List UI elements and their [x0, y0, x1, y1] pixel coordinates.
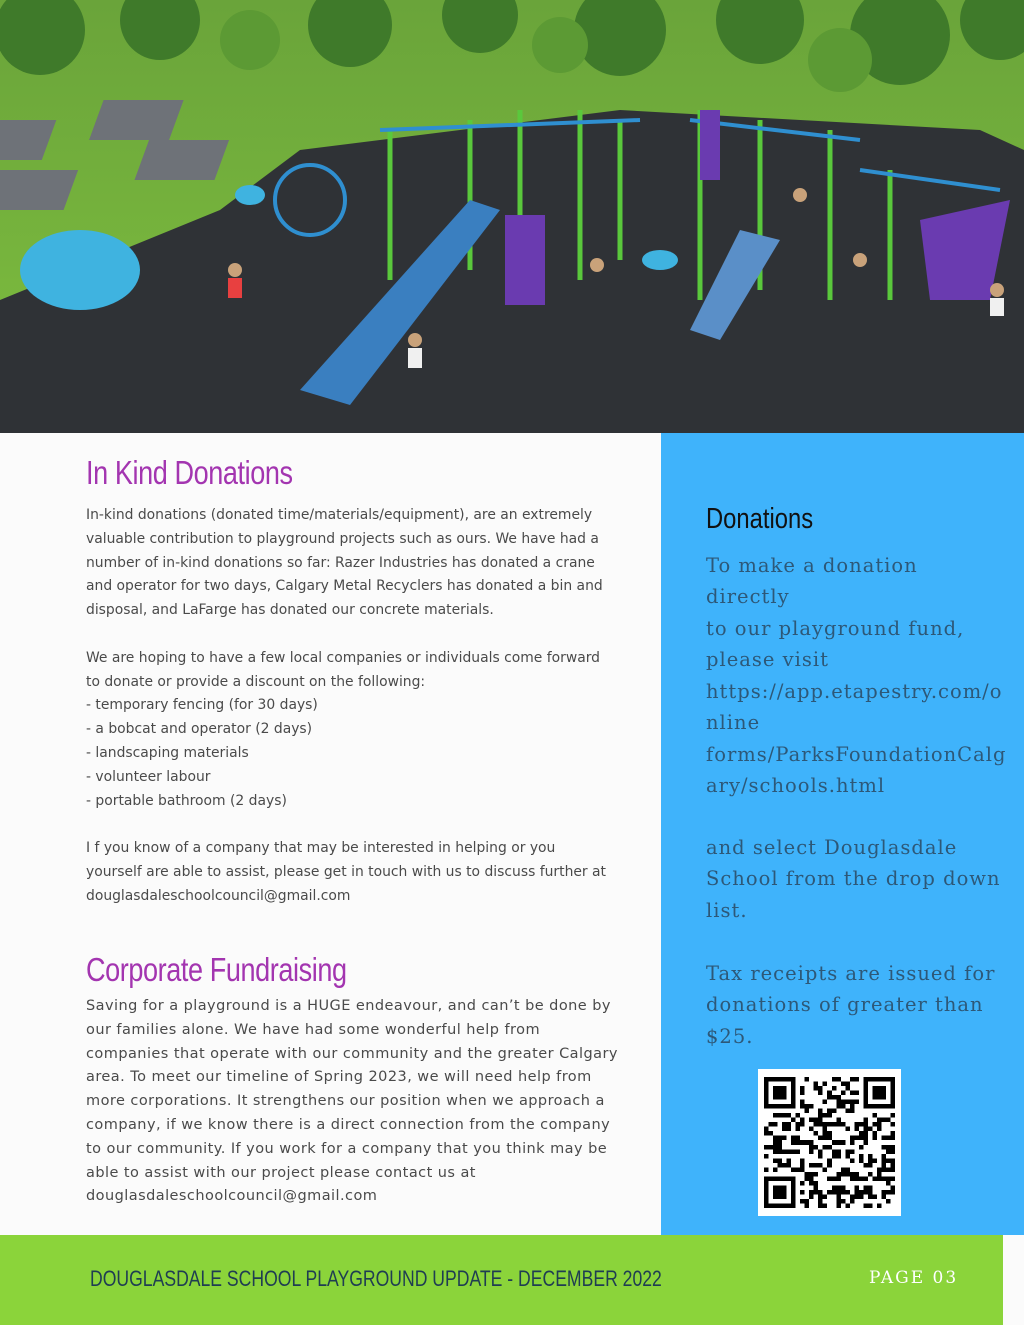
in-kind-donations-body [86, 504, 616, 932]
list-item: - a bobcat and operator (2 days) [86, 721, 313, 738]
donations-heading: Donations [706, 503, 814, 535]
text-line: donations of greater than [706, 993, 984, 1017]
text-line: yourself are able to assist, please get in touch with us to discuss further at [86, 863, 607, 880]
list-item: - portable bathroom (2 days) [86, 792, 287, 809]
text-line: and operator for two days, Calgary Metal Recyclers has donated a bin and [86, 578, 603, 595]
corporate-fundraising-body [86, 995, 631, 1209]
list-item: - temporary fencing (for 30 days) [86, 697, 318, 714]
text-line: please visit [706, 647, 829, 671]
in-kind-paragraph-1 [86, 504, 616, 623]
text-line: to our playground fund, [706, 616, 965, 640]
in-kind-donations-heading: In Kind Donations [86, 454, 293, 491]
text-line: and select Douglasdale [706, 836, 958, 859]
text-line: companies that operate with our community and the greater Calgary [86, 1045, 618, 1062]
list-item: - landscaping materials [86, 744, 249, 761]
text-line: able to assist with our project please contact us at [86, 1164, 476, 1181]
contact-email: douglasdaleschoolcouncil@gmail.com [86, 887, 351, 904]
donation-url[interactable] [706, 676, 1006, 801]
text-line: more corporations. It strengthens our position when we approach a [86, 1093, 605, 1110]
text-line: We are hoping to have a few local companies or individuals come forward [86, 649, 600, 666]
text-line: To make a donation directly [706, 554, 918, 609]
donation-instructions [706, 550, 1006, 675]
text-line: $25. [706, 1024, 754, 1048]
page-number: PAGE 03 [869, 1268, 959, 1288]
text-line: In-kind donations (donated time/materials/equipment), are an extremely [86, 507, 593, 523]
text-line: School from the drop down [706, 867, 1001, 891]
text-line: our families alone. We have had some wonderful help from [86, 1021, 541, 1038]
text-line: area. To meet our timeline of Spring 2023, we will need help from [86, 1069, 592, 1086]
text-line: valuable contribution to playground projects such as ours. We have had a [86, 530, 599, 547]
text-line: to our community. If you work for a company that you think may be [86, 1140, 608, 1157]
text-line: Tax receipts are issued for [706, 962, 996, 985]
contact-email: douglasdaleschoolcouncil@gmail.com [86, 1188, 378, 1205]
tax-receipt-note [706, 958, 1006, 1052]
text-line: number of in-kind donations so far: Razer Industries has donated a crane [86, 554, 595, 571]
text-line: to donate or provide a discount on the following: [86, 673, 426, 690]
text-line: Saving for a playground is a HUGE endeavour, and can’t be done by [86, 998, 611, 1014]
footer-margin [1003, 1235, 1024, 1325]
text-line: company, if we know there is a direct connection from the company [86, 1116, 611, 1133]
in-kind-paragraph-3 [86, 837, 616, 908]
text-line: disposal, and LaFarge has donated our concrete materials. [86, 602, 494, 619]
url-line[interactable]: nline [706, 711, 761, 735]
footer-title: DOUGLASDALE SCHOOL PLAYGROUND UPDATE - DECEMBER 2022 [90, 1266, 662, 1291]
playground-rendering-image [0, 0, 1024, 433]
list-item: - volunteer labour [86, 768, 211, 785]
text-line: list. [706, 898, 748, 922]
text-line: I f you know of a company that may be interested in helping or you [86, 840, 556, 857]
url-line[interactable]: ary/schools.html [706, 773, 886, 797]
url-line[interactable]: forms/ParksFoundationCalg [706, 742, 1007, 766]
corporate-fundraising-heading: Corporate Fundraising [86, 951, 347, 988]
qr-code-icon [764, 1077, 895, 1208]
url-line[interactable]: https://app.etapestry.com/o [706, 680, 1003, 703]
in-kind-paragraph-2 [86, 647, 616, 814]
select-school-instructions [706, 832, 1006, 926]
donation-qr-code [758, 1069, 901, 1216]
